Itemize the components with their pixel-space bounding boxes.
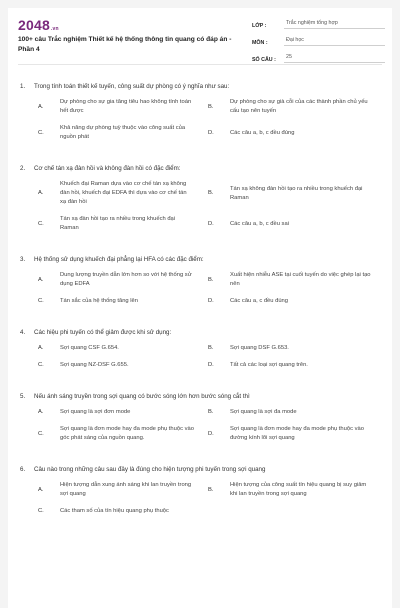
option-b[interactable] <box>200 271 380 289</box>
option-b[interactable] <box>200 408 380 417</box>
question-item <box>8 328 392 378</box>
option-c[interactable] <box>20 124 200 142</box>
question-number: 6. <box>20 466 26 473</box>
question-number: 5. <box>20 393 26 400</box>
option-text: Sợi quang NZ-DSF G.655. <box>60 362 129 368</box>
option-c[interactable] <box>20 215 200 233</box>
question-text: Cơ chế tán xạ đàn hồi và không đàn hồi có đặc điểm: <box>34 165 181 172</box>
option-text: Sợi quang CSF G.654. <box>60 345 119 351</box>
question-text: Trong tính toán thiết kế tuyến, công suất dự phòng có ý nghĩa như sau: <box>34 83 230 90</box>
meta-panel <box>252 15 385 66</box>
option-letter: C. <box>38 298 44 304</box>
option-text: Hiện tượng dẫn xung ánh sáng khi lan truyền trong sợi quang <box>60 482 192 497</box>
question-head <box>20 82 380 91</box>
question-head <box>20 328 380 337</box>
option-letter: D. <box>208 220 214 227</box>
option-d[interactable] <box>200 361 380 370</box>
option-d[interactable] <box>200 124 380 142</box>
meta-row-class <box>252 15 385 29</box>
option-text: Các câu a, b, c đều sai <box>230 220 289 227</box>
option-letter: D. <box>208 129 214 136</box>
option-text: Các câu a, c đều đúng <box>230 298 289 304</box>
option-text: Các câu a, b, c đều đúng <box>230 129 295 136</box>
option-letter: D. <box>208 362 214 368</box>
option-text: Tán xạ đàn hồi tạo ra nhiều trong khuếch đại Raman <box>60 216 176 231</box>
option-text: Sợi quang là sợi đa mode <box>230 409 297 415</box>
option-a[interactable] <box>20 344 200 353</box>
option-letter: A. <box>38 345 44 351</box>
option-letter: A. <box>38 409 44 415</box>
option-b[interactable] <box>200 180 380 207</box>
option-text: Khuếch đại Raman dựa vào cơ chế tán xạ không đàn hồi, khuếch đại EDFA thì dựa vào cơ chế tán xạ đàn hồi <box>60 181 187 205</box>
option-letter: A. <box>38 190 44 196</box>
option-letter: D. <box>208 430 214 437</box>
option-a[interactable] <box>20 408 200 417</box>
site-logo[interactable] <box>18 17 59 33</box>
option-grid <box>20 180 380 241</box>
option-grid <box>20 481 380 524</box>
option-letter: C. <box>38 430 44 437</box>
option-letter: B. <box>208 409 214 415</box>
question-text: Hệ thống sử dụng khuếch đại phẳng lại HFA có các đặc điểm: <box>34 256 204 263</box>
worksheet-page <box>8 8 392 608</box>
meta-value: Đại học <box>284 37 385 46</box>
question-number: 4. <box>20 329 26 336</box>
option-grid <box>20 344 380 378</box>
logo-main: 2048 <box>18 17 50 33</box>
question-head <box>20 465 380 474</box>
option-text: Khả năng dự phòng tuỳ thuộc vào công suất của nguồn phát <box>60 125 186 140</box>
option-text: Hiện tượng của công suất tín hiệu quang bị suy giảm khi lan truyền trong sợi quang <box>230 482 367 497</box>
option-letter: C. <box>38 508 44 514</box>
option-c[interactable] <box>20 507 200 516</box>
meta-label: LỚP : <box>252 23 267 29</box>
question-number: 2. <box>20 165 26 172</box>
option-letter: B. <box>208 276 214 283</box>
option-text: Xuất hiện nhiễu ASE tại cuối tuyến do việc ghép lại tạo nên <box>230 272 371 287</box>
option-grid <box>20 408 380 451</box>
meta-value: Trắc nghiệm tổng hợp <box>284 20 385 29</box>
meta-value: 25 <box>284 54 385 63</box>
option-b[interactable] <box>200 344 380 353</box>
question-item <box>8 255 392 314</box>
option-text: Sợi quang là đơn mode hay đa mode phụ thuộc vào góc phát sáng của nguồn quang. <box>60 426 194 441</box>
option-d[interactable] <box>200 297 380 306</box>
question-list <box>8 68 392 524</box>
option-text: Sợi quang DSF G.653. <box>230 345 289 351</box>
option-b[interactable] <box>200 481 380 499</box>
header-divider <box>18 64 382 65</box>
option-grid <box>20 271 380 314</box>
question-text: Nếu ánh sáng truyền trong sợi quang có bước sóng lớn hơn bước sóng cắt thì <box>34 393 250 400</box>
option-letter: B. <box>208 345 214 351</box>
option-text: Sợi quang là đơn mode hay đa mode phụ thuộc vào đường kính lõi sợi quang <box>230 426 364 441</box>
question-text: Câu nào trong những câu sau đây là đúng cho hiện tượng phi tuyến trong sợi quang <box>34 466 266 473</box>
option-letter: B. <box>208 190 214 196</box>
option-d[interactable] <box>200 425 380 443</box>
option-text: Tán sắc của hệ thống tăng lên <box>60 298 138 304</box>
meta-label: MÔN : <box>252 40 268 46</box>
question-head <box>20 392 380 401</box>
option-a[interactable] <box>20 180 200 207</box>
option-c[interactable] <box>20 297 200 306</box>
question-item <box>8 164 392 241</box>
meta-row-subject <box>252 32 385 46</box>
option-text: Dự phòng cho sự gia tăng tiêu hao không tính toán hết được <box>60 99 192 114</box>
question-number: 1. <box>20 83 26 90</box>
question-item <box>8 465 392 524</box>
option-d[interactable] <box>200 215 380 233</box>
logo-sub: .vn <box>50 26 59 32</box>
option-text: Tất cả các loại sợi quang trên. <box>230 362 308 368</box>
option-letter: A. <box>38 103 44 110</box>
option-a[interactable] <box>20 481 200 499</box>
option-text: Dung lượng truyền dẫn lớn hơn so với hệ thống sử dụng EDFA <box>60 272 192 287</box>
worksheet-header <box>8 8 392 64</box>
option-text: Dự phòng cho sự già cỗi của các thành phần chủ yếu cấu tạo nên tuyến <box>230 99 368 114</box>
meta-row-count <box>252 49 385 63</box>
question-number: 3. <box>20 256 26 263</box>
option-text: Tán xạ không đàn hồi tạo ra nhiều trong khuếch đại Raman <box>230 185 363 201</box>
option-a[interactable] <box>20 271 200 289</box>
option-grid <box>20 98 380 150</box>
option-letter: C. <box>38 362 44 368</box>
option-text: Sợi quang là sợi đơn mode <box>60 409 131 415</box>
question-head <box>20 164 380 173</box>
option-letter: B. <box>208 486 214 493</box>
question-item <box>8 392 392 451</box>
page-title: 100+ câu Trắc nghiệm Thiết kế hệ thống thông tin quang có đáp án - Phần 4 <box>18 36 232 53</box>
option-c[interactable] <box>20 425 200 443</box>
question-head <box>20 255 380 264</box>
option-letter: C. <box>38 129 44 136</box>
option-letter: B. <box>208 103 214 110</box>
question-text: Các hiệu phi tuyến có thể giảm được khi sử dụng: <box>34 329 172 336</box>
option-c[interactable] <box>20 361 200 370</box>
meta-label: SỐ CÂU : <box>252 57 276 63</box>
option-a[interactable] <box>20 98 200 116</box>
option-text: Các tham số của tín hiệu quang phụ thuộc <box>60 508 169 514</box>
question-item <box>8 82 392 150</box>
option-letter: A. <box>38 276 44 283</box>
option-letter: C. <box>38 220 44 227</box>
option-b[interactable] <box>200 98 380 116</box>
option-letter: A. <box>38 486 44 493</box>
option-letter: D. <box>208 298 214 304</box>
